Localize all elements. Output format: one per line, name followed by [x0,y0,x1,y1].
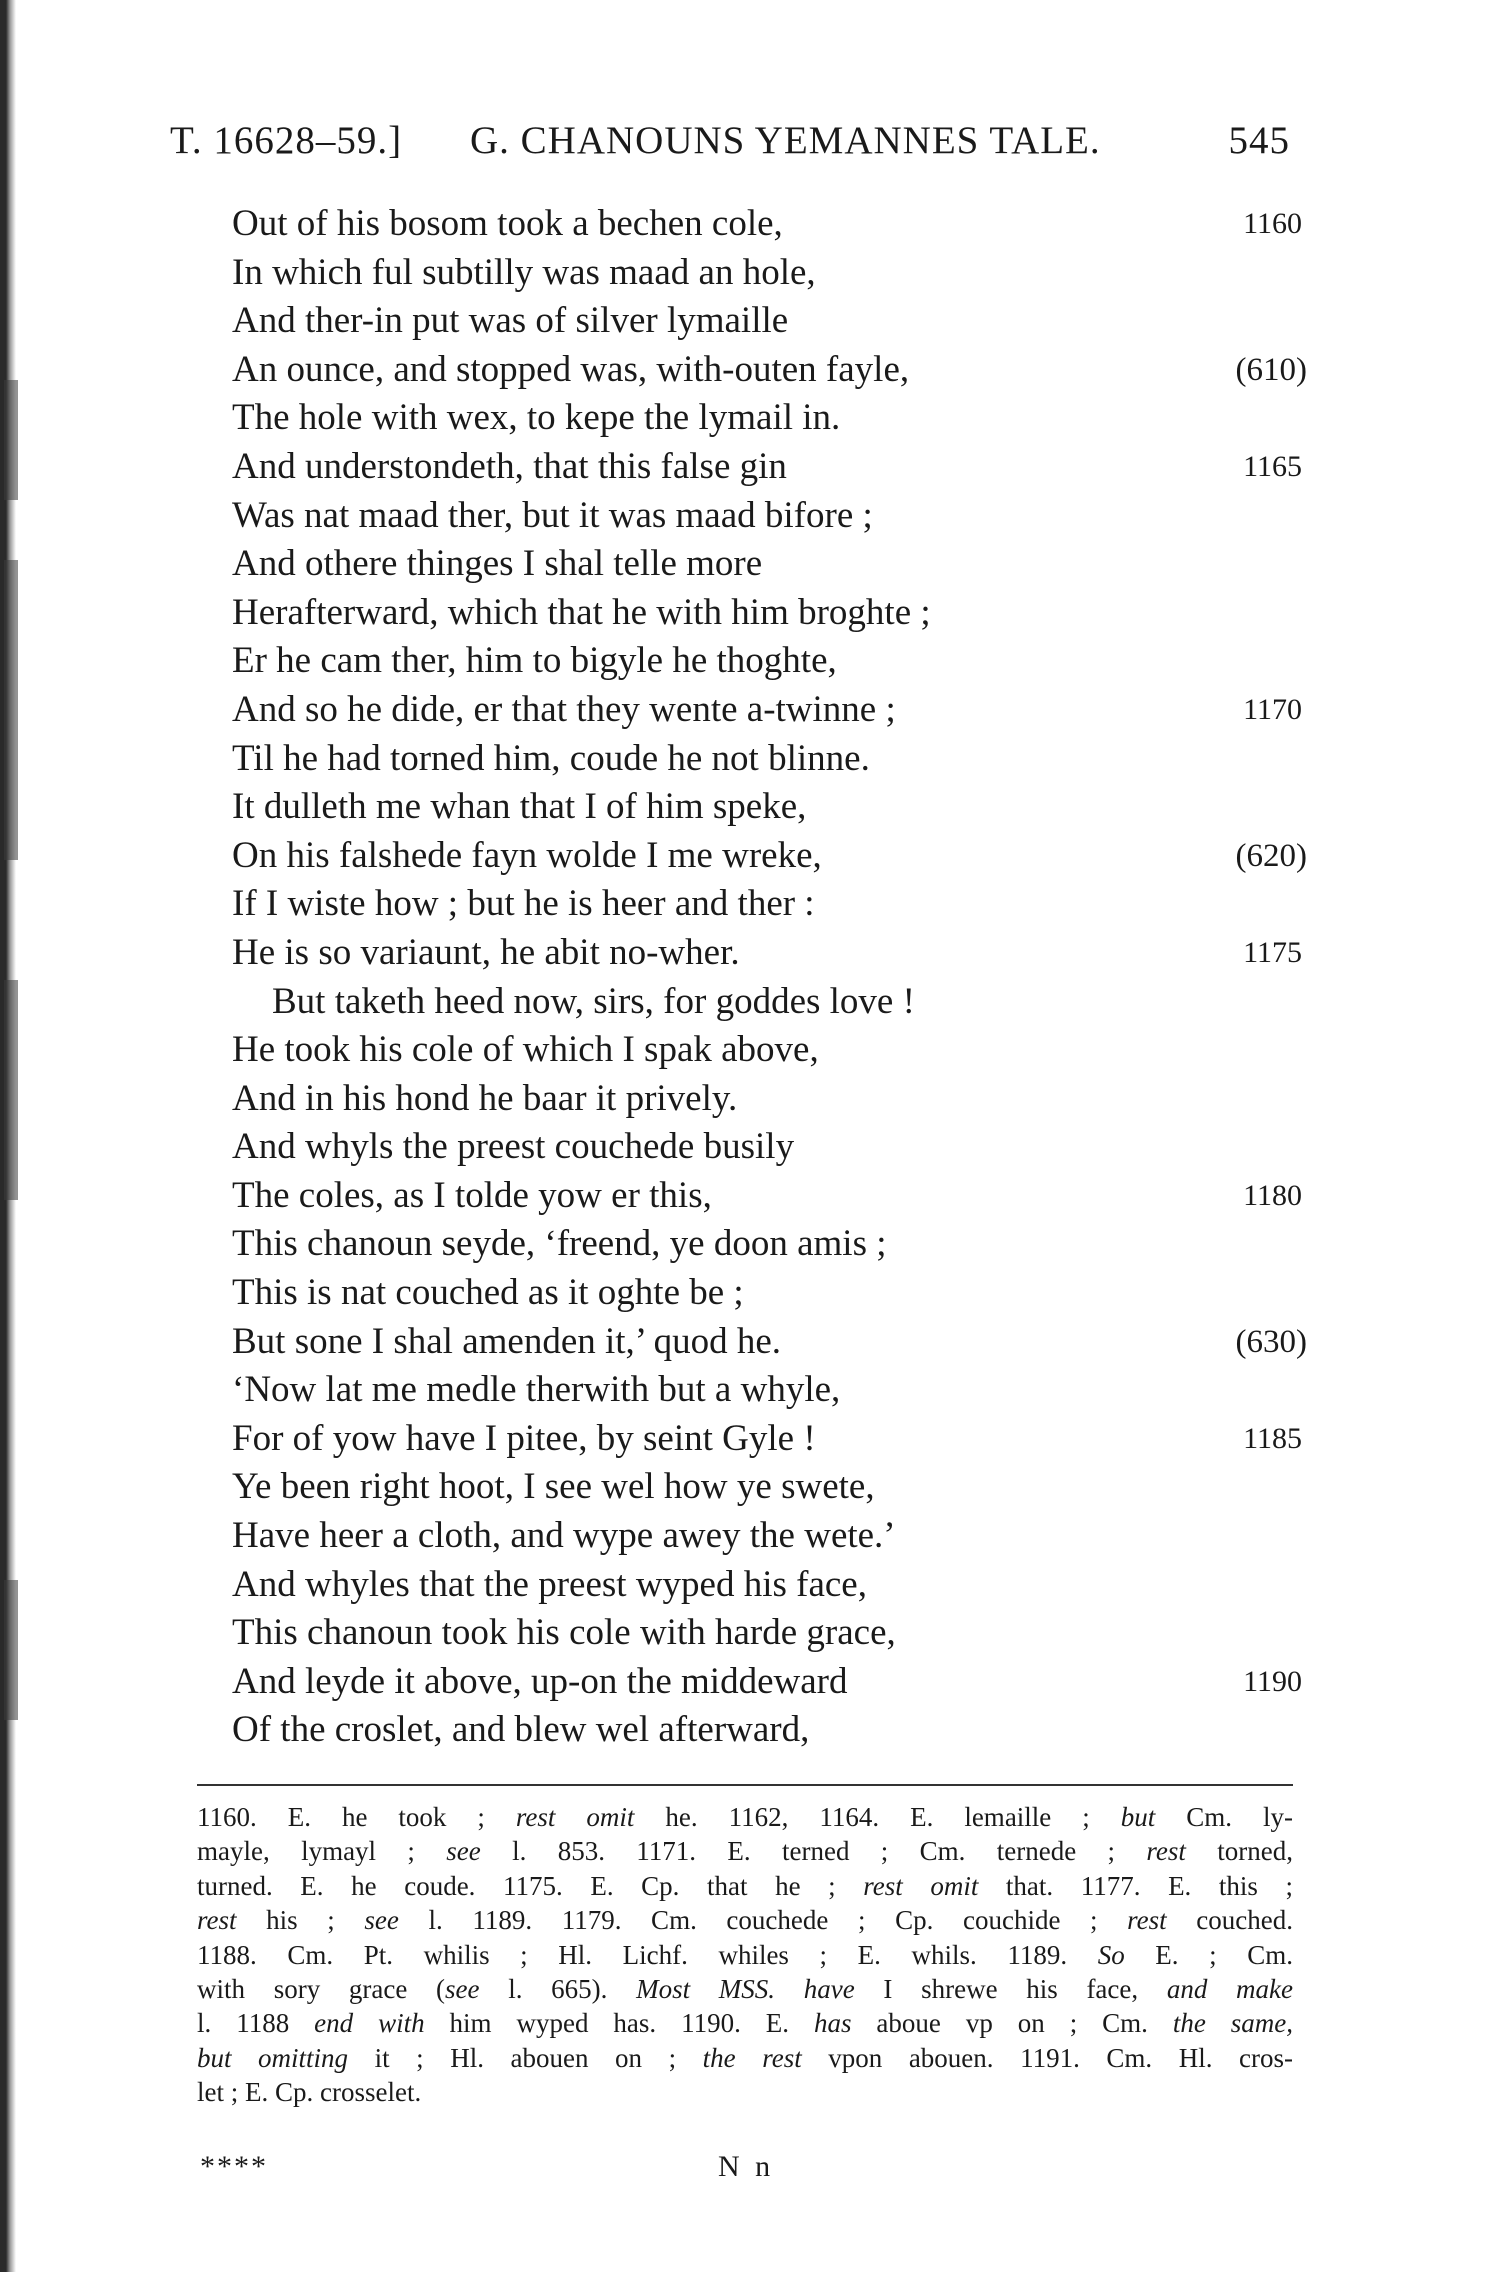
footnote-text: E. ; Cm. [1124,1939,1293,1970]
footnote-italic: see [446,1836,481,1867]
footnote-italic: but omitting [197,2042,349,2073]
verse-text: Of the croslet, and blew wel afterward, [232,1709,810,1751]
footnote-text: couched. [1166,1905,1293,1936]
verse-line [232,686,1302,735]
footnote-text: l. 1188 [197,2008,315,2039]
footnote-line [197,1972,1293,2006]
verse-text: This is nat couched as it oghte be ; [232,1272,744,1314]
verse-text: In which ful subtilly was maad an hole, [232,251,816,293]
footnote-line [197,1938,1293,1972]
footnote-text: l. 665). [479,1973,637,2004]
verse-text: And othere thinges I shal telle more [232,543,763,585]
footnote-text: l. 853. 1171. E. terned ; Cm. ternede ; [480,1836,1147,1867]
footnote-italic: Most MSS. have [636,1973,855,2004]
verse-line [232,1172,1302,1221]
verse-text: For of yow have I pitee, by seint Gyle ! [232,1417,816,1459]
line-number: 1185 [1243,1421,1302,1455]
verse-text: He is so variaunt, he abit no-wher. [232,931,740,973]
footnote-text: it ; Hl. abouen on ; [348,2042,703,2073]
line-number: (620) [1235,837,1307,874]
verse-text: And so he dide, er that they wente a-twinne ; [232,688,896,730]
footnote-italic: has [813,2008,852,2039]
verse-line [232,394,1292,443]
footnote-text: he. 1162, 1164. E. lemaille ; [634,1802,1121,1832]
footnote-italic: rest [197,1905,237,1936]
footnote-text: 1188. Cm. Pt. whilis ; Hl. Lichf. whiles ; E. whils. 1189. [197,1939,1098,1970]
verse-text: This chanoun took his cole with harde grace, [232,1612,896,1654]
verse-text: Was nat maad ther, but it was maad bifore ; [232,494,873,536]
verse-text: If I wiste how ; but he is heer and ther : [232,883,815,925]
footnote-italic: rest omit [863,1870,979,1901]
verse-line [232,1512,1292,1561]
footnote-text: Cm. ly- [1155,1802,1294,1832]
verse-text: It dulleth me whan that I of him speke, [232,786,807,828]
verse-line [232,1075,1292,1124]
footnote-text: his ; [236,1905,365,1936]
verse-text: And understondeth, that this false gin [232,445,787,487]
verse-line [232,978,1292,1027]
footnote-line [197,2075,1293,2109]
line-number: 1165 [1243,449,1302,483]
verse-line [232,346,1307,395]
verse-text: Out of his bosom took a bechen cole, [232,203,783,244]
verse-line [232,1463,1292,1512]
verse-line [232,1318,1307,1367]
verse-text: Til he had torned him, coude he not blinne. [232,737,870,779]
footnote-italic: So [1097,1939,1125,1970]
verse-line [232,735,1292,784]
verse-line [232,1609,1292,1658]
footnote-text: I shrewe his face, [854,1973,1167,2004]
verse-line [232,880,1292,929]
footnote-text: mayle, lymayl ; [197,1836,447,1867]
line-number: (610) [1235,351,1307,388]
verse-line [232,832,1307,881]
running-header [170,118,1290,168]
line-number: 1190 [1243,1664,1302,1698]
footer-stars: **** [200,2150,268,2183]
header-line-range: T. 16628–59.] [170,119,403,162]
footnote-text: turned. E. he coude. 1175. E. Cp. that he ; [197,1870,864,1901]
verse-line [232,1415,1302,1464]
line-number: (630) [1235,1323,1307,1360]
line-number: 1175 [1243,935,1302,969]
verse-text: The hole with wex, to kepe the lymail in. [232,397,841,439]
verse-text: The coles, as I tolde yow er this, [232,1174,712,1216]
footnote-text: him wyped has. 1190. E. [424,2008,814,2039]
footnote-text: let ; E. Cp. crosselet. [197,2077,422,2108]
header-title: G. CHANOUNS YEMANNES TALE. [470,119,1101,162]
footnote-line [197,1869,1293,1903]
footnote-text: l. 1189. 1179. Cm. couchede ; Cp. couchide ; [398,1905,1128,1936]
footnote-italic: see [445,1973,480,2004]
verse-text: Ye been right hoot, I see wel how ye swete, [232,1466,875,1508]
verse-line [232,929,1302,978]
footnote-text: 1160. E. he took ; [197,1802,516,1832]
footnote-italic: but [1120,1802,1156,1832]
verse-line [232,1658,1302,1707]
line-number: 1170 [1243,692,1302,726]
verse-text: And ther-in put was of silver lymaille [232,300,789,342]
verse-line [232,783,1292,832]
verse-line [232,249,1292,298]
verse-line [232,540,1292,589]
verse-text: This chanoun seyde, ‘freend, ye doon amis ; [232,1223,887,1265]
footnote-text: that. 1177. E. this ; [978,1870,1293,1901]
verse-line [232,637,1292,686]
footnote-italic: and make [1166,1973,1294,2004]
footnote-text: vpon abouen. 1191. Cm. Hl. cros- [801,2042,1293,2073]
verse-text: On his falshede fayn wolde I me wreke, [232,834,822,876]
verse-text: He took his cole of which I spak above, [232,1029,819,1071]
verse-line [232,1269,1292,1318]
footnote-line [197,1834,1293,1868]
verse-line [232,1366,1292,1415]
footnote-line [197,1903,1293,1937]
verse-text: Er he cam ther, him to bigyle he thoghte, [232,640,837,682]
footnote-italic: see [364,1905,399,1936]
footnotes [197,1800,1293,2110]
verse-text: But taketh heed now, sirs, for goddes love ! [272,980,915,1022]
verse-text: Have heer a cloth, and wype awey the wete.’ [232,1515,896,1557]
verse-line [232,1026,1292,1075]
verse-text: And in his hond he baar it prively. [232,1077,738,1119]
footnote-italic: rest [1127,1905,1167,1936]
verse-text: An ounce, and stopped was, with-outen fayle, [232,348,910,390]
verse-line [232,1706,1292,1755]
footnote-italic: rest omit [515,1802,635,1832]
verse-text: ‘Now lat me medle therwith but a whyle, [232,1369,841,1411]
line-number: 1160 [1243,207,1302,240]
signature-mark: N n [718,2150,775,2183]
verse-text: But sone I shal amenden it,’ quod he. [232,1320,782,1362]
verse-line [232,1123,1292,1172]
verse-line [232,297,1292,346]
scan-edge-mark [4,1580,18,1720]
footnote-italic: end with [314,2008,425,2039]
verse-line [232,200,1302,249]
footnote-text: aboue vp on ; Cm. [851,2008,1173,2039]
scan-edge-mark [4,980,18,1200]
verse-text: And whyls the preest couchede busily [232,1126,795,1168]
footnote-line [197,1800,1293,1834]
page-number: 545 [1228,119,1290,162]
scan-edge-mark [4,560,18,860]
verse-line [232,492,1292,541]
verse-line [232,1220,1292,1269]
verse-text: Herafterward, which that he with him broghte ; [232,591,931,633]
footnote-line [197,2006,1293,2040]
verse-line [232,1561,1292,1610]
verse-block [232,200,1307,1755]
verse-text: And leyde it above, up-on the middeward [232,1660,848,1702]
footnote-text: torned, [1185,1836,1293,1867]
line-number: 1180 [1243,1178,1302,1212]
footnote-rule [197,1784,1293,1786]
scan-edge-mark [4,380,18,500]
footnote-italic: the same, [1172,2008,1294,2039]
verse-text: And whyles that the preest wyped his face, [232,1563,867,1605]
footnote-text: with sory grace ( [197,1973,446,2004]
verse-line [232,589,1292,638]
footnote-italic: rest [1146,1836,1186,1867]
footnote-line [197,2041,1293,2075]
footnote-italic: the rest [702,2042,802,2073]
verse-line [232,443,1302,492]
